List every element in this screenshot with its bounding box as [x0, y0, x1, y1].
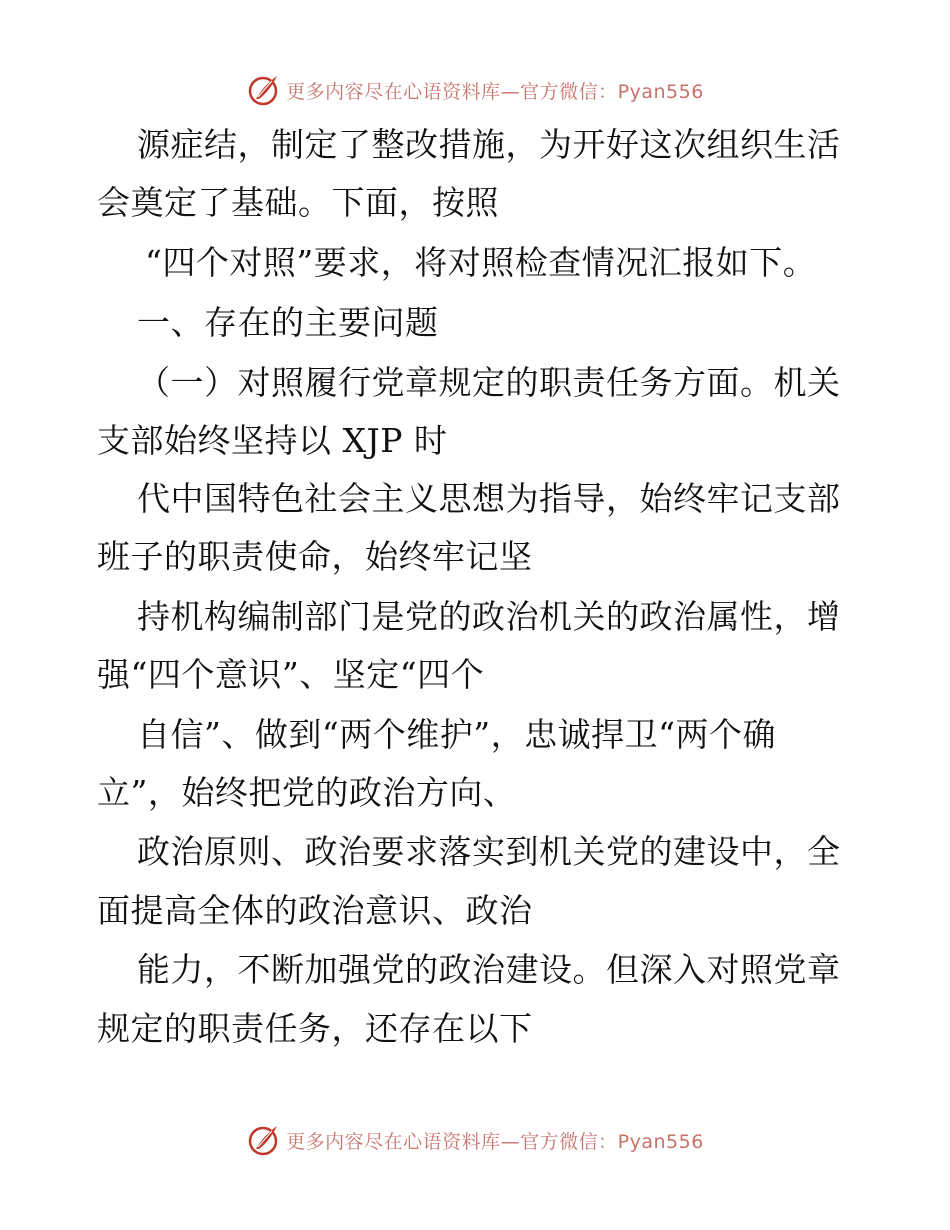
text-line: 规定的职责任务，还存在以下 — [97, 1009, 533, 1048]
text-line: 能力，不断加强党的政治建设。但深入对照党章 — [137, 950, 841, 989]
text-line: 政治原则、政治要求落实到机关党的建设中，全 — [137, 832, 841, 871]
text-line: 面提高全体的政治意识、政治 — [97, 891, 533, 930]
text-line: 立”，始终把党的政治方向、 — [97, 773, 517, 812]
text-line: 班子的职责使命，始终牢记坚 — [97, 537, 533, 576]
watermark-footer — [0, 1120, 950, 1160]
text-line: 强“四个意识”、坚定“四个 — [97, 655, 485, 694]
text-line: 自信”、做到“两个维护”，忠诚捍卫“两个确 — [137, 715, 776, 754]
watermark-text: 更多内容尽在心语资料库—官方微信：Pyan556 — [286, 80, 704, 103]
text-line: （一）对照履行党章规定的职责任务方面。机关 — [137, 363, 841, 402]
feather-pen-logo-icon — [246, 1122, 282, 1158]
text-line: 源症结，制定了整改措施，为开好这次组织生活 — [137, 125, 841, 164]
text-line: 持机构编制部门是党的政治机关的政治属性，增 — [137, 597, 841, 636]
watermark-header — [0, 70, 950, 110]
text-line: 支部始终坚持以 XJP 时 — [97, 421, 448, 460]
watermark-text: 更多内容尽在心语资料库—官方微信：Pyan556 — [286, 1130, 704, 1153]
text-line: 会奠定了基础。下面，按照 — [97, 183, 499, 222]
text-line: 代中国特色社会主义思想为指导，始终牢记支部 — [137, 479, 841, 518]
text-line: “四个对照”要求，将对照检查情况汇报如下。 — [145, 243, 817, 282]
section-heading: 一、存在的主要问题 — [137, 303, 439, 342]
feather-pen-logo-icon — [246, 72, 282, 108]
